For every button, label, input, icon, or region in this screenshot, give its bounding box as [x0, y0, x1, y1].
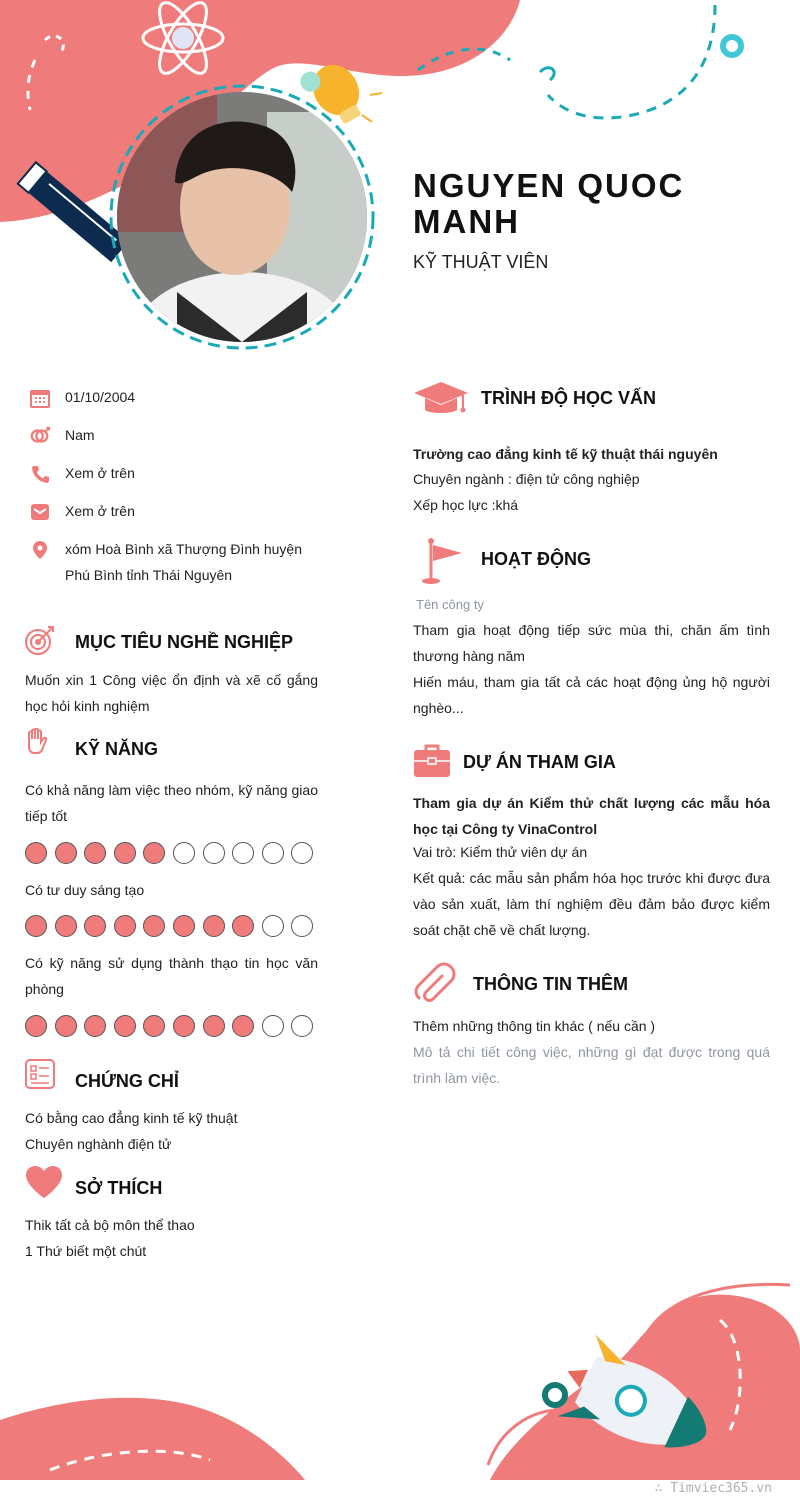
- objective-text: Muốn xin 1 Công việc ổn định và xẽ cố gắng học hỏi kinh nghiệm: [25, 672, 318, 714]
- rating-dot-filled: [114, 915, 136, 937]
- skill-text: Có khả năng làm việc theo nhóm, kỹ năng giao tiếp tốt: [25, 782, 318, 824]
- rating-dot-filled: [55, 915, 77, 937]
- rating-dot-empty: [262, 1015, 284, 1037]
- paperclip-icon: [413, 962, 461, 1004]
- education-major: Chuyên ngành : điện tử công nghiệp: [413, 471, 640, 487]
- rating-dot-empty: [262, 842, 284, 864]
- rating-dot-filled: [232, 915, 254, 937]
- project-name: Tham gia dự án Kiểm thử chất lượng các mẫu hóa học tại Công ty VinaControl: [413, 795, 770, 837]
- extra-description: Mô tả chi tiết công việc, những gì đạt được trong quá trình làm việc.: [413, 1044, 770, 1086]
- hand-icon: [25, 728, 49, 760]
- activities-line: Hiến máu, tham gia tất cả các hoạt động ủng hộ người nghèo...: [413, 674, 770, 716]
- gender-icon: [30, 426, 50, 446]
- heart-icon: [25, 1165, 63, 1199]
- rating-dot-filled: [143, 915, 165, 937]
- phone-icon: [30, 464, 50, 484]
- extra-title: THÔNG TIN THÊM: [473, 974, 628, 994]
- projects-title: DỰ ÁN THAM GIA: [463, 752, 616, 772]
- checklist-icon: [24, 1058, 56, 1090]
- project-role: Vai trò: Kiểm thử viên dự án: [413, 844, 588, 860]
- rating-dot-empty: [291, 915, 313, 937]
- skill-rating: [25, 1015, 313, 1037]
- rating-dot-filled: [25, 842, 47, 864]
- skill-text: Có tư duy sáng tạo: [25, 882, 145, 898]
- rating-dot-filled: [114, 1015, 136, 1037]
- rating-dot-filled: [25, 915, 47, 937]
- rating-dot-filled: [84, 915, 106, 937]
- footer-decoration: [0, 1270, 800, 1505]
- rating-dot-empty: [291, 1015, 313, 1037]
- skill-rating: [25, 915, 313, 937]
- rating-dot-filled: [143, 842, 165, 864]
- hobbies-title: SỞ THÍCH: [75, 1178, 163, 1198]
- rating-dot-filled: [203, 1015, 225, 1037]
- flag-icon: [420, 537, 464, 585]
- rating-dot-filled: [25, 1015, 47, 1037]
- contact-email: Xem ở trên: [30, 502, 135, 524]
- rating-dot-filled: [173, 915, 195, 937]
- candidate-name: NGUYEN QUOC MANH: [413, 167, 685, 240]
- contact-birthdate: 01/10/2004: [30, 388, 135, 410]
- education-school: Trường cao đẳng kinh tế kỹ thuật thái nguyên: [413, 446, 718, 462]
- objective-title: MỤC TIÊU NGHỀ NGHIỆP: [75, 632, 294, 652]
- avatar: [117, 92, 367, 342]
- education-title: TRÌNH ĐỘ HỌC VẤN: [481, 388, 656, 408]
- rating-dot-filled: [173, 1015, 195, 1037]
- extra-line: Thêm những thông tin khác ( nếu cần ): [413, 1018, 656, 1034]
- rating-dot-filled: [203, 915, 225, 937]
- rating-dot-filled: [55, 842, 77, 864]
- rating-dot-filled: [55, 1015, 77, 1037]
- calendar-icon: [30, 388, 50, 408]
- candidate-role: KỸ THUẬT VIÊN: [413, 252, 549, 272]
- contact-gender: Nam: [30, 426, 95, 448]
- email-icon: [30, 502, 50, 522]
- watermark: ∴ Timviec365.vn: [654, 1481, 772, 1496]
- education-grade: Xếp học lực :khá: [413, 497, 519, 513]
- hobby-line: 1 Thứ biết một chút: [25, 1243, 147, 1259]
- certificate-line: Có bằng cao đẳng kinh tế kỹ thuật: [25, 1110, 238, 1126]
- certificates-title: CHỨNG CHỈ: [75, 1071, 179, 1091]
- graduation-cap-icon: [413, 380, 469, 416]
- rating-dot-empty: [291, 842, 313, 864]
- rating-dot-empty: [203, 842, 225, 864]
- activities-title: HOẠT ĐỘNG: [481, 549, 591, 569]
- briefcase-icon: [413, 744, 451, 778]
- rating-dot-filled: [232, 1015, 254, 1037]
- rating-dot-empty: [232, 842, 254, 864]
- contact-address: xóm Hoà Bình xã Thượng Đình huyện Phú Bình tỉnh Thái Nguyên: [30, 540, 330, 588]
- target-icon: [24, 624, 56, 656]
- certificate-line: Chuyên nghành điện tử: [25, 1136, 172, 1152]
- rating-dot-filled: [143, 1015, 165, 1037]
- skill-text: Có kỹ năng sử dụng thành thạo tin học văn phòng: [25, 955, 318, 997]
- rating-dot-empty: [262, 915, 284, 937]
- activities-line: Tham gia hoạt động tiếp sức mùa thi, chăn ấm tình thương hàng năm: [413, 622, 770, 664]
- project-result: Kết quả: các mẫu sản phẩm hóa học trước khi được đưa vào sản xuất, làm thí nghiệm đều đảm bảo được kiểm soát chặt chẽ về chất lượng.: [413, 870, 770, 938]
- activities-org: Tên công ty: [416, 597, 484, 612]
- rating-dot-filled: [84, 1015, 106, 1037]
- location-pin-icon: [30, 540, 50, 560]
- hobby-line: Thik tất cả bộ môn thể thao: [25, 1217, 195, 1233]
- skills-title: KỸ NĂNG: [75, 739, 159, 759]
- rating-dot-empty: [173, 842, 195, 864]
- rating-dot-filled: [114, 842, 136, 864]
- rating-dot-filled: [84, 842, 106, 864]
- skill-rating: [25, 842, 313, 864]
- contact-phone: Xem ở trên: [30, 464, 135, 486]
